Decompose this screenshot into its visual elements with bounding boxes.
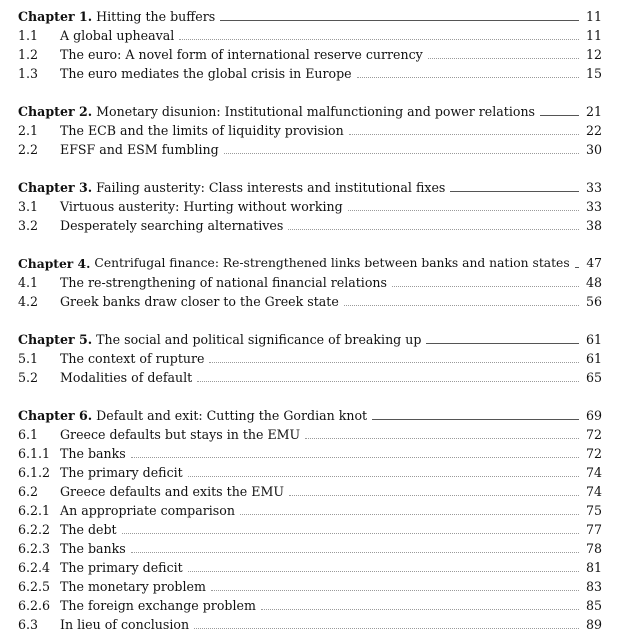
toc-entry-title: The primary deficit: [60, 560, 183, 575]
toc-entry-number: Chapter 4.: [18, 256, 91, 271]
toc-section-entry[interactable]: [18, 615, 602, 634]
toc-entry-page-number: 69: [585, 408, 602, 423]
toc-entry-title: An appropriate comparison: [60, 503, 235, 518]
toc-section-entry[interactable]: [18, 121, 602, 140]
toc-entry-page-number: 72: [585, 427, 602, 442]
toc-entry-number: 4.1: [18, 275, 39, 290]
toc-entry-page-number: 78: [585, 541, 602, 556]
toc-section-entry[interactable]: [18, 520, 602, 539]
toc-entry-page-number: 65: [585, 370, 602, 385]
toc-entry-page-number: 12: [585, 47, 602, 62]
dot-leader: [392, 286, 579, 287]
toc-entry-title: Desperately searching alternatives: [60, 218, 284, 233]
dot-leader: [450, 191, 579, 192]
toc-entry-page-number: 85: [585, 598, 602, 613]
toc-entry-page-number: 77: [585, 522, 602, 537]
toc-entry-page-number: 61: [585, 332, 602, 347]
toc-entry-title: The debt: [60, 522, 117, 537]
toc-entry-title: Failing austerity: Class interests and institutional fixes: [96, 180, 446, 195]
toc-entry-number: 1.3: [18, 66, 39, 81]
toc-entry-title: Virtuous austerity: Hurting without working: [60, 199, 343, 214]
toc-section-entry[interactable]: [18, 45, 602, 64]
dot-leader: [188, 476, 579, 477]
toc-entry-page-number: 81: [585, 560, 602, 575]
toc-section-entry[interactable]: [18, 596, 602, 615]
toc-entry-page-number: 83: [585, 579, 602, 594]
toc-section-entry[interactable]: [18, 558, 602, 577]
toc-chapter-entry[interactable]: [18, 254, 602, 273]
dot-leader: [197, 381, 579, 382]
toc-entry-title: The banks: [60, 446, 126, 461]
toc-entry-number: 6.3: [18, 617, 39, 632]
toc-entry-title: Default and exit: Cutting the Gordian knot: [96, 408, 368, 423]
dot-leader: [344, 305, 579, 306]
toc-chapter-entry[interactable]: [18, 7, 602, 26]
toc-entry-page-number: 61: [585, 351, 602, 366]
dot-leader: [122, 533, 579, 534]
dot-leader: [211, 590, 579, 591]
toc-entry-title: Greece defaults and exits the EMU: [60, 484, 284, 499]
dot-leader: [288, 229, 579, 230]
dot-leader: [428, 58, 579, 59]
toc-entry-number: 6.2.2: [18, 522, 51, 537]
toc-entry-number: 3.1: [18, 199, 39, 214]
toc-entry-page-number: 33: [585, 199, 602, 214]
toc-entry-page-number: 74: [585, 465, 602, 480]
toc-entry-page-number: 33: [585, 180, 602, 195]
toc-entry-title: The foreign exchange problem: [60, 598, 256, 613]
toc-entry-page-number: 15: [585, 66, 602, 81]
dot-leader: [305, 438, 579, 439]
dot-leader: [188, 571, 579, 572]
toc-entry-number: 6.2.3: [18, 541, 51, 556]
dot-leader: [289, 495, 579, 496]
toc-section-entry[interactable]: [18, 216, 602, 235]
toc-entry-number: 6.2: [18, 484, 39, 499]
toc-entry-page-number: 48: [585, 275, 602, 290]
toc-entry-title: Hitting the buffers: [96, 9, 216, 24]
toc-entry-page-number: 72: [585, 446, 602, 461]
dot-leader: [194, 628, 579, 629]
toc-entry-page-number: 75: [585, 503, 602, 518]
toc-entry-title: The context of rupture: [60, 351, 205, 366]
dot-leader: [209, 362, 579, 363]
toc-entry-page-number: 11: [585, 28, 602, 43]
toc-section-entry[interactable]: [18, 349, 602, 368]
toc-entry-number: 6.1: [18, 427, 39, 442]
dot-leader: [348, 210, 579, 211]
dot-leader: [357, 77, 579, 78]
toc-entry-number: Chapter 3.: [18, 180, 93, 195]
toc-entry-page-number: 21: [585, 104, 602, 119]
toc-section-entry[interactable]: [18, 444, 602, 463]
toc-entry-number: 1.2: [18, 47, 39, 62]
toc-entry-title: The re-strengthening of national financial relations: [60, 275, 387, 290]
dot-leader: [224, 153, 579, 154]
toc-entry-number: 2.2: [18, 142, 39, 157]
toc-entry-title: EFSF and ESM fumbling: [60, 142, 219, 157]
toc-entry-title: The euro mediates the global crisis in Europe: [60, 66, 352, 81]
toc-entry-number: 5.2: [18, 370, 39, 385]
toc-entry-page-number: 22: [585, 123, 602, 138]
dot-leader: [349, 134, 579, 135]
toc-entry-page-number: 11: [585, 9, 602, 24]
toc-entry-number: 1.1: [18, 28, 39, 43]
toc-section-entry[interactable]: [18, 197, 602, 216]
dot-leader: [179, 39, 579, 40]
dot-leader: [372, 419, 579, 420]
toc-entry-title: The primary deficit: [60, 465, 183, 480]
toc-section-entry[interactable]: [18, 140, 602, 159]
toc-entry-number: Chapter 6.: [18, 408, 93, 423]
toc-entry-number: 6.2.4: [18, 560, 51, 575]
toc-entry-number: 6.1.1: [18, 446, 51, 461]
dot-leader: [240, 514, 579, 515]
toc-entry-page-number: 56: [585, 294, 602, 309]
toc-section-entry[interactable]: [18, 539, 602, 558]
toc-entry-number: 6.1.2: [18, 465, 51, 480]
dot-leader: [220, 20, 579, 21]
toc-entry-title: The monetary problem: [60, 579, 206, 594]
toc-entry-title: Greek banks draw closer to the Greek state: [60, 294, 339, 309]
dot-leader: [575, 267, 579, 268]
toc-entry-page-number: 47: [586, 256, 602, 270]
toc-chapter-entry[interactable]: [18, 178, 602, 197]
toc-entry-title: The euro: A novel form of international reserve currency: [60, 47, 423, 62]
toc-entry-title: The banks: [60, 541, 126, 556]
toc-entry-page-number: 38: [585, 218, 602, 233]
toc-section-entry[interactable]: [18, 292, 602, 311]
toc-chapter-entry[interactable]: [18, 102, 602, 121]
dot-leader: [261, 609, 579, 610]
toc-entry-number: Chapter 2.: [18, 104, 93, 119]
toc-section-entry[interactable]: [18, 577, 602, 596]
toc-entry-page-number: 89: [585, 617, 602, 632]
toc-entry-page-number: 30: [585, 142, 602, 157]
toc-entry-title: Modalities of default: [60, 370, 193, 385]
toc-entry-title: The social and political significance of breaking up: [96, 332, 422, 347]
toc-entry-number: 3.2: [18, 218, 39, 233]
dot-leader: [131, 457, 579, 458]
toc-entry-number: 4.2: [18, 294, 39, 309]
toc-section-entry[interactable]: [18, 26, 602, 45]
toc-section-entry[interactable]: [18, 425, 602, 444]
toc-entry-title: Centrifugal finance: Re-strengthened links between banks and nation states: [94, 256, 570, 270]
toc-section-entry[interactable]: [18, 273, 602, 292]
toc-entry-page-number: 74: [585, 484, 602, 499]
dot-leader: [426, 343, 579, 344]
toc-chapter-entry[interactable]: [18, 406, 602, 425]
toc-entry-number: Chapter 5.: [18, 332, 93, 347]
toc-entry-number: 2.1: [18, 123, 39, 138]
toc-entry-number: 6.2.5: [18, 579, 51, 594]
dot-leader: [131, 552, 579, 553]
toc-entry-title: Greece defaults but stays in the EMU: [60, 427, 301, 442]
toc-entry-title: Monetary disunion: Institutional malfunctioning and power relations: [96, 104, 536, 119]
toc-section-entry[interactable]: [18, 463, 602, 482]
toc-section-entry[interactable]: [18, 482, 602, 501]
toc-entry-title: In lieu of conclusion: [60, 617, 190, 632]
toc-chapter-entry[interactable]: [18, 330, 602, 349]
toc-section-entry[interactable]: [18, 501, 602, 520]
toc-entry-number: 6.2.6: [18, 598, 51, 613]
toc-section-entry[interactable]: [18, 64, 602, 83]
toc-entry-title: The ECB and the limits of liquidity provision: [60, 123, 344, 138]
toc-entry-number: Chapter 1.: [18, 9, 93, 24]
toc-entry-title: A global upheaval: [60, 28, 175, 43]
toc-entry-number: 6.2.1: [18, 503, 51, 518]
toc-section-entry[interactable]: [18, 368, 602, 387]
dot-leader: [540, 115, 579, 116]
toc-entry-number: 5.1: [18, 351, 39, 366]
